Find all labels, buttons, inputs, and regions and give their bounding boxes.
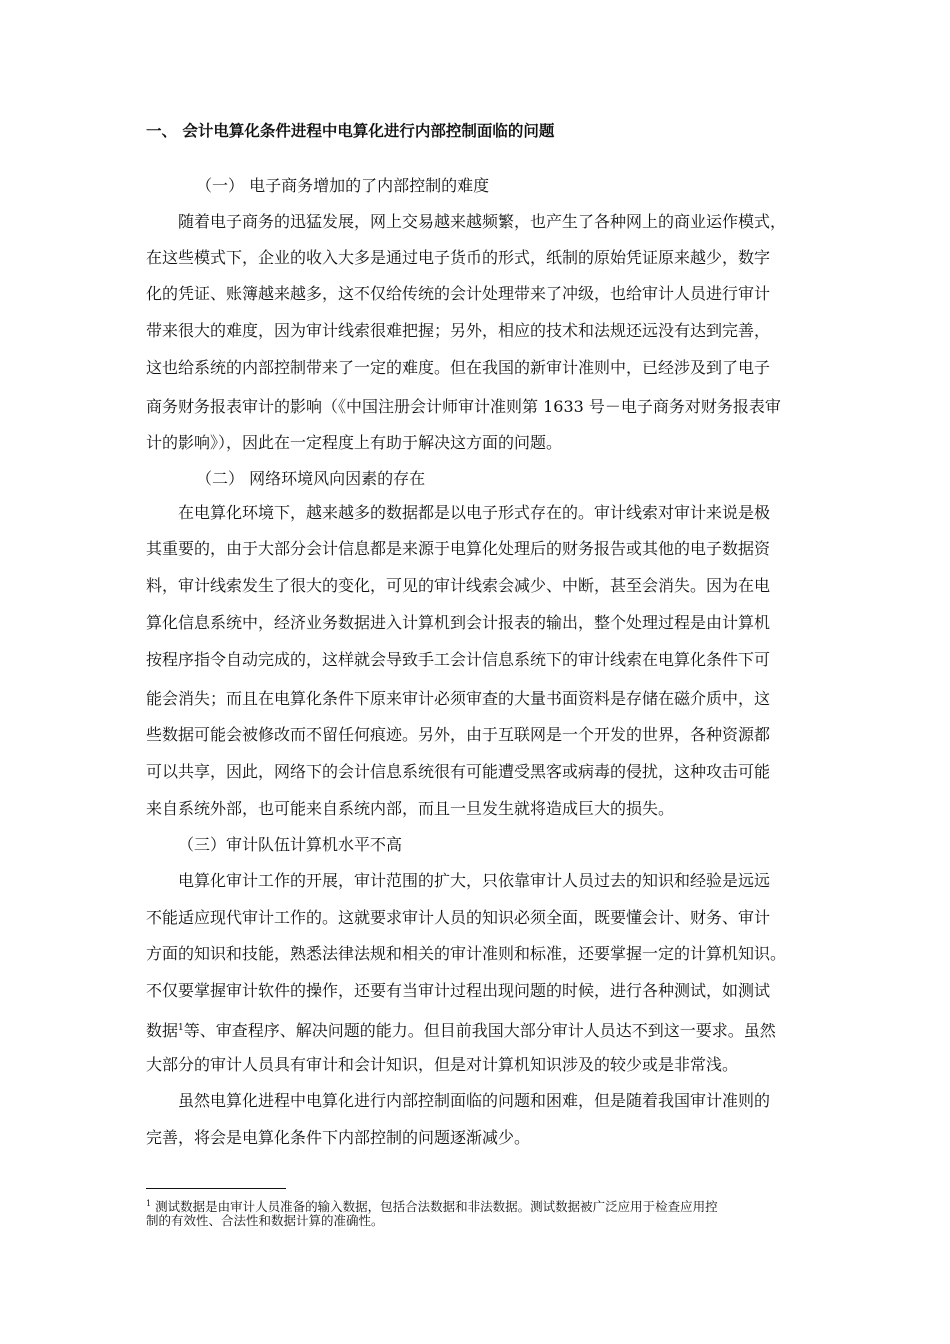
section-heading: 一、 会计电算化条件进程中电算化进行内部控制面临的问题 [146,122,555,140]
paragraph-line: 些数据可能会被修改而不留任何痕迹。另外，由于互联网是一个开发的世界，各种资源都 [146,725,771,744]
paragraph-line: 按程序指令自动完成的，这样就会导致手工会计信息系统下的审计线索在电算化条件下可 [146,650,771,669]
subsection-title-2: （二） 网络环境风向因素的存在 [196,469,426,488]
text-run: 数据 [146,1021,179,1040]
paragraph-line: 可以共享，因此，网络下的会计信息系统很有可能遭受黑客或病毒的侵扰，这种攻击可能 [146,762,771,781]
footnote-separator [146,1188,286,1189]
footnote-reference[interactable]: 1 [178,1023,184,1033]
paragraph-line: 随着电子商务的迅猛发展，网上交易越来越频繁，也产生了各种网上的商业运作模式， [178,212,787,231]
paragraph-line: 带来很大的难度，因为审计线索很难把握；另外，相应的技术和法规还远没有达到完善， [146,321,771,340]
footnote-line: 制的有效性、合法性和数据计算的准确性。 [146,1213,384,1228]
paragraph-line: 算化信息系统中，经济业务数据进入计算机到会计报表的输出，整个处理过程是由计算机 [146,613,771,632]
subsection-title-3: （三）审计队伍计算机水平不高 [178,835,403,854]
paragraph-line: 化的凭证、账簿越来越多，这不仅给传统的会计处理带来了冲级，也给审计人员进行审计 [146,284,771,303]
paragraph-line [146,1018,806,1041]
footnote-text: 测试数据是由审计人员准备的输入数据，包括合法数据和非法数据。测试数据被广泛应用于检查应用控 [151,1199,718,1214]
paragraph-line: 能会消失；而且在电算化条件下原来审计必须审查的大量书面资料是存储在磁介质中，这 [146,689,771,708]
paragraph-line: 方面的知识和技能，熟悉法律法规和相关的审计准则和标准，还要掌握一定的计算机知识。 [146,944,787,963]
paragraph-line: 在电算化环境下，越来越多的数据都是以电子形式存在的。审计线索对审计来说是极 [178,503,771,522]
paragraph-line: 其重要的，由于大部分会计信息都是来源于电算化处理后的财务报告或其他的电子数据资 [146,539,771,558]
subsection-title-1: （一） 电子商务增加的了内部控制的难度 [196,176,490,195]
paragraph-line: 不仅要掌握审计软件的操作，还要有当审计过程出现问题的时候，进行各种测试，如测试 [146,981,771,1000]
paragraph-line: 在这些模式下，企业的收入大多是通过电子货币的形式，纸制的原始凭证原来越少，数字 [146,248,771,267]
paragraph-line: 完善，将会是电算化条件下内部控制的问题逐渐减少。 [146,1128,531,1147]
paragraph-line: 这也给系统的内部控制带来了一定的难度。但在我国的新审计准则中，已经涉及到了电子 [146,358,771,377]
footnote-mark: 1 [146,1199,152,1208]
text-run: 等、审查程序、解决问题的能力。但目前我国大部分审计人员达不到这一要求。虽然 [183,1021,776,1040]
paragraph-line: 不能适应现代审计工作的。这就要求审计人员的知识必须全面，既要懂会计、财务、审计 [146,908,771,927]
paragraph-line: 料，审计线索发生了很大的变化，可见的审计线索会减少、中断，甚至会消失。因为在电 [146,576,771,595]
paragraph-line: 计的影响》），因此在一定程度上有助于解决这方面的问题。 [146,433,563,452]
paragraph-line: 大部分的审计人员具有审计和会计知识，但是对计算机知识涉及的较少或是非常浅。 [146,1055,739,1074]
paragraph-line: 虽然电算化进程中电算化进行内部控制面临的问题和困难，但是随着我国审计准则的 [178,1091,771,1110]
paragraph-line: 电算化审计工作的开展，审计范围的扩大，只依靠审计人员过去的知识和经验是远远 [178,871,771,890]
paragraph-line: 商务财务报表审计的影响（《中国注册会计师审计准则第 1633 号－电子商务对财务报表审 [146,397,781,416]
paragraph-line: 来自系统外部，也可能来自系统内部，而且一旦发生就将造成巨大的损失。 [146,799,675,818]
